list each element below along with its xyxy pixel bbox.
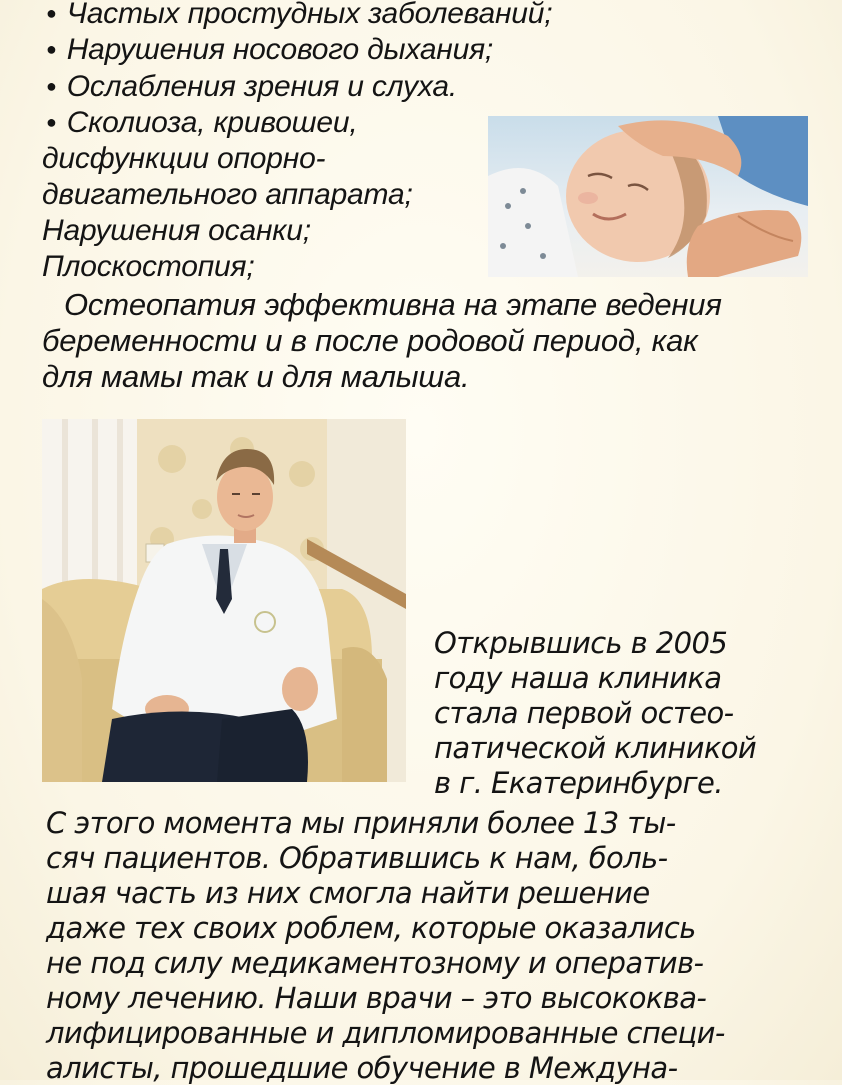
clinic-intro-line: в г. Екатеринбурге. <box>434 766 723 800</box>
clinic-intro-line: стала первой остео- <box>434 696 734 730</box>
clinic-body-line: С этого момента мы приняли более 13 ты- <box>46 806 676 840</box>
doctor-photo <box>42 419 406 782</box>
clinic-intro-line: году наша клиника <box>434 661 722 695</box>
symptom-item: ● Сколиоза, кривошеи, <box>46 105 357 144</box>
symptom-item: ● Частых простудных заболеваний; <box>46 0 552 35</box>
clinic-body-line: лифицированные и дипломированные специ- <box>46 1016 725 1050</box>
clinic-body-line: алисты, прошедшие обучение в Междуна- <box>46 1051 678 1085</box>
clinic-body-line: ному лечению. Наши врачи – это высококва- <box>46 981 707 1015</box>
clinic-intro-line: патической клиникой <box>434 731 757 765</box>
clinic-body-line: сяч пациентов. Обратившись к нам, боль- <box>46 841 668 875</box>
baby-photo <box>488 116 808 277</box>
symptom-continuation: дисфункции опорно- <box>42 142 326 175</box>
clinic-body-line: даже тех своих роблем, которые оказались <box>46 911 696 945</box>
pregnancy-paragraph-line: Остеопатия эффективна на этапе ведения <box>64 287 722 322</box>
clinic-body-line: не под силу медикаментозному и оператив- <box>46 946 704 980</box>
symptom-item: ● Нарушения носового дыхания; <box>46 32 493 71</box>
pregnancy-paragraph-line: для мамы так и для малыша. <box>42 359 470 394</box>
clinic-intro-line: Открывшись в 2005 <box>434 626 728 660</box>
clinic-body-line: шая часть из них смогла найти решение <box>46 876 650 910</box>
symptom-continuation: двигательного аппарата; <box>42 178 413 211</box>
symptom-item: ● Ослабления зрения и слуха. <box>46 69 457 108</box>
symptom-continuation: Плоскостопия; <box>42 250 255 283</box>
pregnancy-paragraph-line: беременности и в после родовой период, как <box>42 323 698 358</box>
symptom-continuation: Нарушения осанки; <box>42 214 311 247</box>
